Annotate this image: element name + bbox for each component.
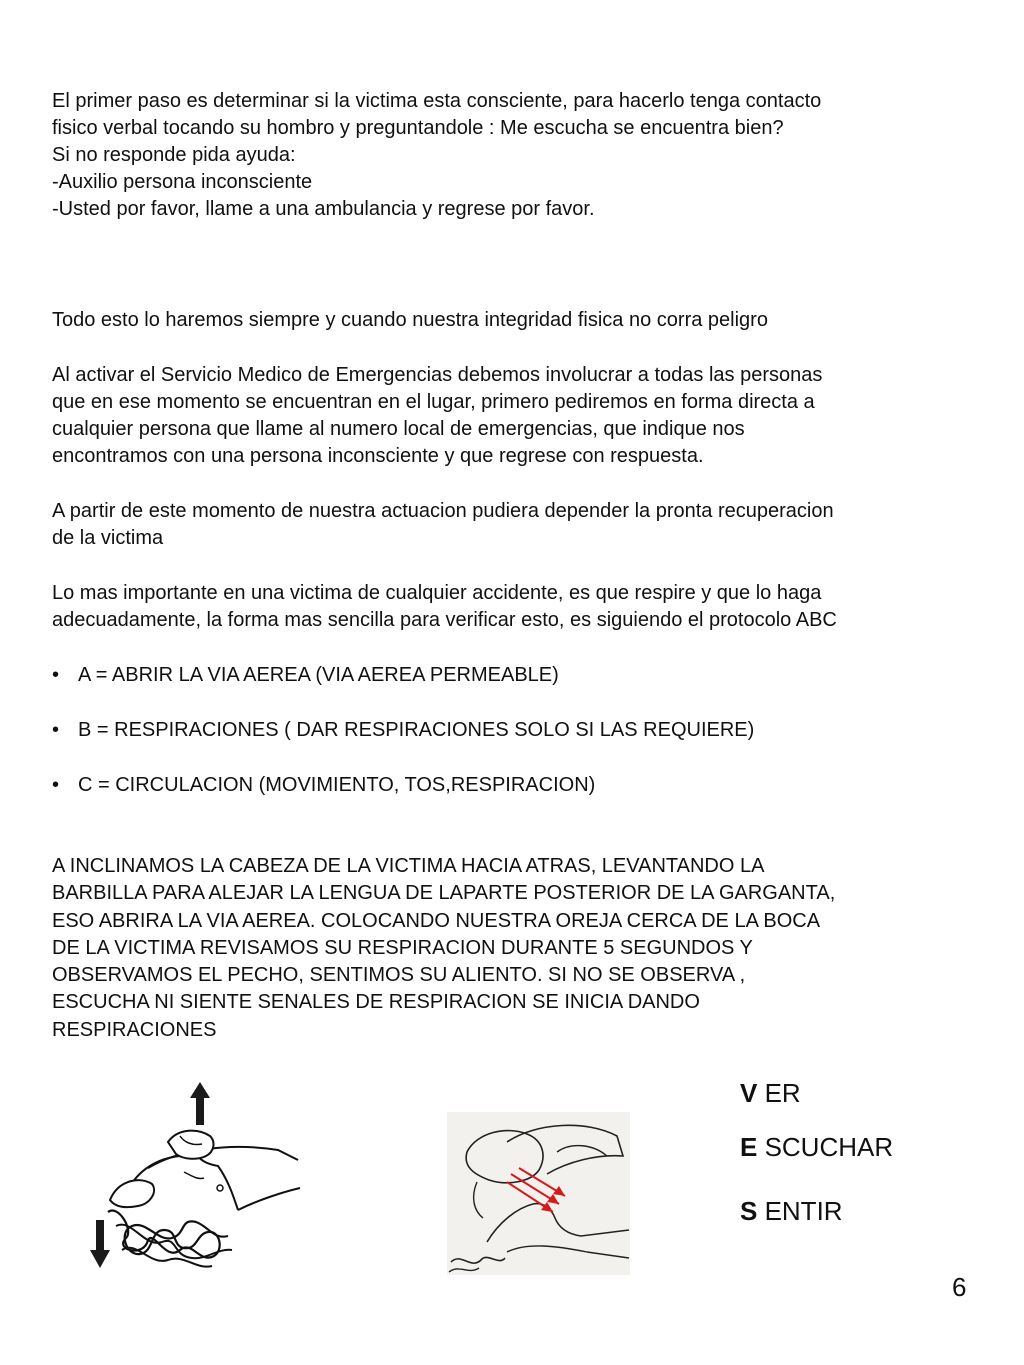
instructions-line: ESCUCHA NI SIENTE SENALES DE RESPIRACION SE INICIA DANDO bbox=[52, 991, 700, 1014]
bullet-marker: • bbox=[52, 664, 60, 686]
mnemonic-rest: SCUCHAR bbox=[757, 1132, 894, 1162]
instructions-line: A INCLINAMOS LA CABEZA DE LA VICTIMA HACIA ATRAS, LEVANTANDO LA bbox=[52, 855, 765, 877]
bullet-marker: • bbox=[52, 719, 60, 741]
instructions-line: BARBILLA PARA ALEJAR LA LENGUA DE LAPARTE POSTERIOR DE LA GARGANTA, bbox=[52, 882, 836, 905]
integrity-paragraph bbox=[52, 307, 962, 334]
recovery-line: de la victima bbox=[52, 527, 164, 549]
mnemonic-ver bbox=[740, 1078, 801, 1109]
abc-item-text: A = ABRIR LA VIA AEREA (VIA AEREA PERMEABLE) bbox=[78, 664, 559, 686]
activation-line: Al activar el Servicio Medico de Emergencias debemos involucrar a todas las personas bbox=[52, 364, 823, 386]
mnemonic-escuchar bbox=[740, 1132, 893, 1163]
abc-item-text: C = CIRCULACION (MOVIMIENTO, TOS,RESPIRACION) bbox=[78, 774, 596, 796]
mnemonic-rest: ER bbox=[757, 1078, 801, 1108]
mnemonic-letter: S bbox=[740, 1196, 758, 1226]
look-listen-feel-illustration bbox=[447, 1112, 630, 1275]
abc-item-a bbox=[52, 662, 559, 689]
abc-item-b bbox=[52, 717, 754, 744]
instructions-line: RESPIRACIONES bbox=[52, 1018, 217, 1041]
activation-line: que en ese momento se encuentran en el lugar, primero pediremos en forma directa a bbox=[52, 391, 815, 413]
integrity-line: Todo esto lo haremos siempre y cuando nuestra integridad fisica no corra peligro bbox=[52, 309, 768, 331]
bullet-marker: • bbox=[52, 774, 60, 796]
page-number: 6 bbox=[952, 1272, 967, 1302]
intro-line: -Usted por favor, llame a una ambulancia y regrese por favor. bbox=[52, 198, 595, 220]
down-arrow-icon bbox=[90, 1220, 110, 1268]
breathing-line: adecuadamente, la forma mas sencilla para verificar esto, es siguiendo el protocolo ABC bbox=[52, 609, 837, 631]
intro-line: Si no responde pida ayuda: bbox=[52, 144, 296, 166]
mnemonic-letter: E bbox=[740, 1132, 758, 1162]
abc-item-text: B = RESPIRACIONES ( DAR RESPIRACIONES SOLO SI LAS REQUIERE) bbox=[78, 719, 755, 741]
breathing-line: Lo mas importante en una victima de cualquier accidente, es que respire y que lo haga bbox=[52, 582, 822, 604]
intro-line: -Auxilio persona inconsciente bbox=[52, 171, 313, 193]
instructions-line: OBSERVAMOS EL PECHO, SENTIMOS SU ALIENTO. SI NO SE OBSERVA , bbox=[52, 964, 746, 987]
up-arrow-icon bbox=[190, 1082, 210, 1125]
mnemonic-sentir bbox=[740, 1196, 843, 1227]
mnemonic-letter: V bbox=[740, 1078, 758, 1108]
mnemonic-rest: ENTIR bbox=[757, 1196, 843, 1226]
recovery-line: A partir de este momento de nuestra actuacion pudiera depender la pronta recuperacion bbox=[52, 500, 834, 522]
instructions-line: ESO ABRIRA LA VIA AEREA. COLOCANDO NUESTRA OREJA CERCA DE LA BOCA bbox=[52, 909, 821, 932]
breathing-paragraph bbox=[52, 580, 962, 634]
recovery-paragraph bbox=[52, 498, 962, 552]
abc-item-c bbox=[52, 772, 595, 799]
activation-paragraph bbox=[52, 362, 962, 470]
intro-line: fisico verbal tocando su hombro y preguntandole : Me escucha se encuentra bien? bbox=[52, 117, 784, 139]
activation-line: cualquier persona que llame al numero local de emergencias, que indique nos bbox=[52, 418, 745, 440]
intro-paragraph bbox=[52, 88, 962, 223]
head-tilt-illustration bbox=[88, 1080, 303, 1275]
instructions-line: DE LA VICTIMA REVISAMOS SU RESPIRACION DURANTE 5 SEGUNDOS Y bbox=[52, 936, 753, 959]
activation-line: encontramos con una persona inconsciente y que regrese con respuesta. bbox=[52, 445, 704, 467]
intro-line: El primer paso es determinar si la victima esta consciente, para hacerlo tenga contacto bbox=[52, 90, 822, 112]
instructions-paragraph bbox=[52, 853, 835, 1044]
